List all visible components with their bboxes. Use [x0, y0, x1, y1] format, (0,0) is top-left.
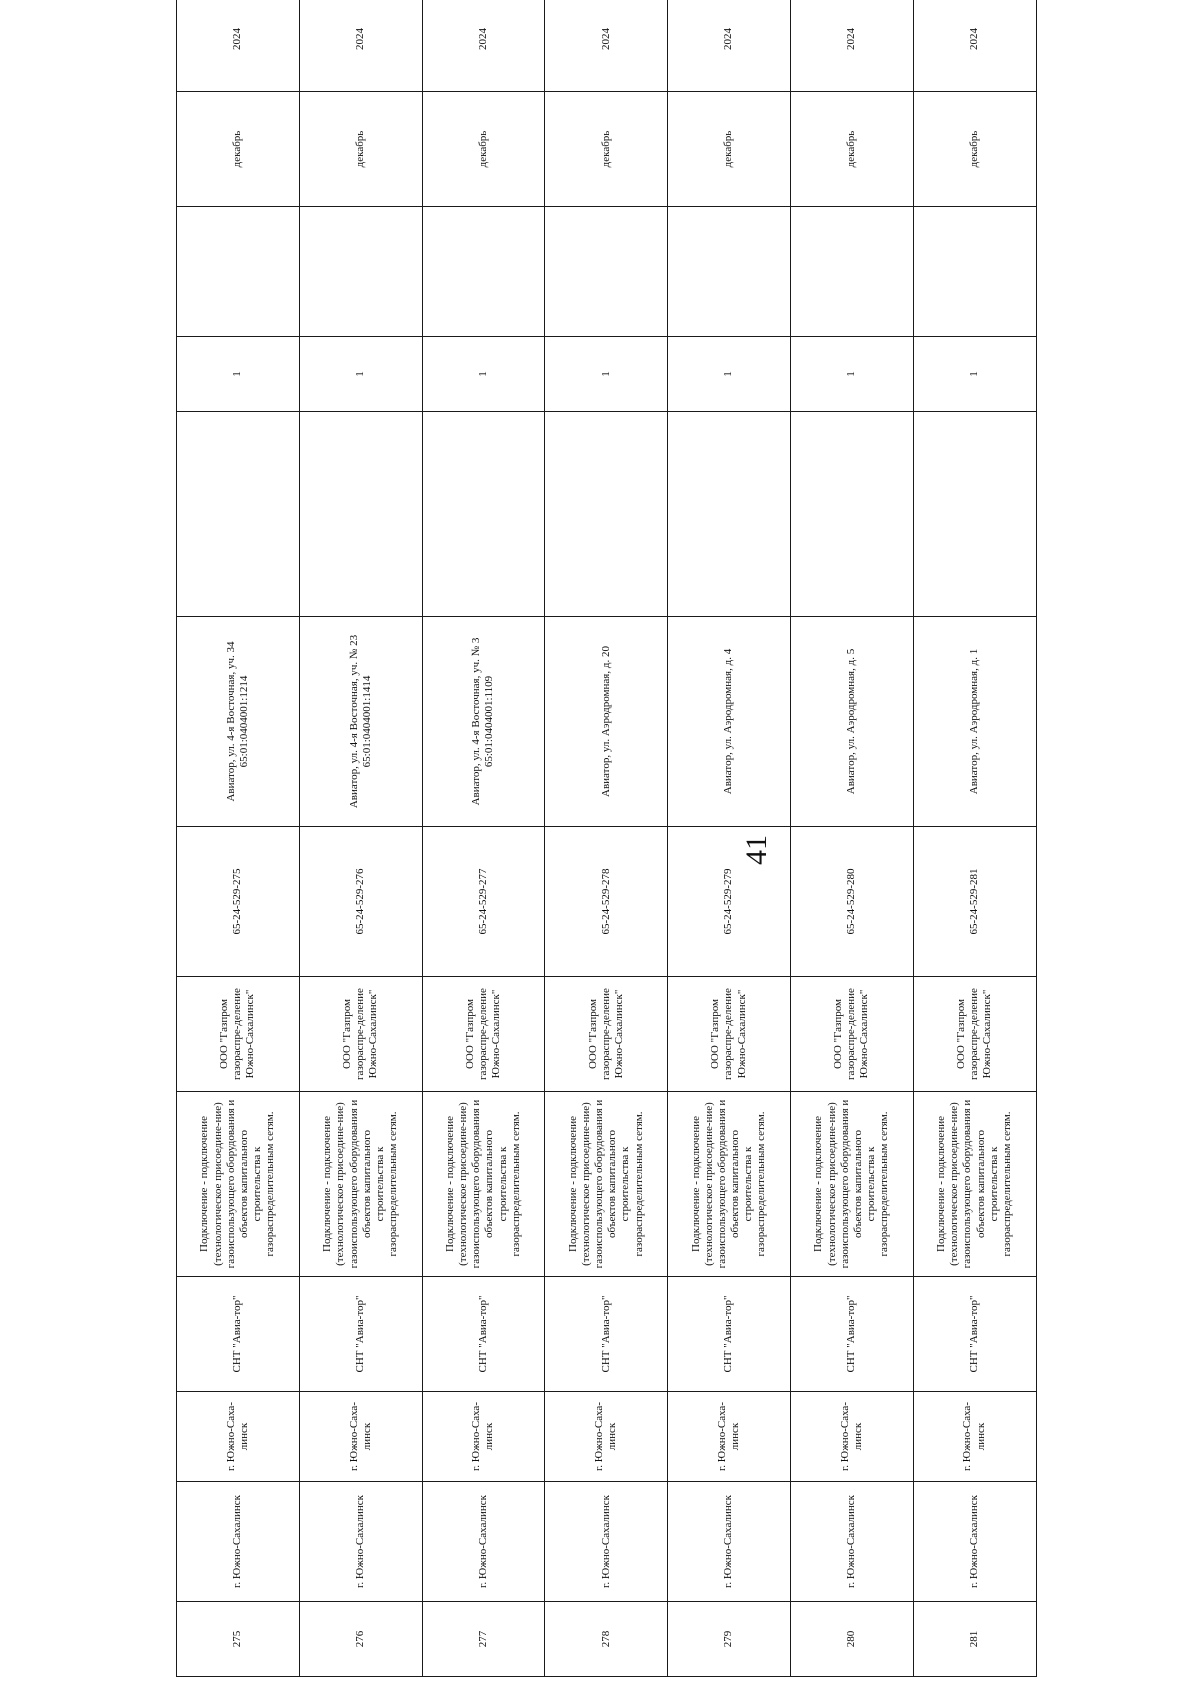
year-cell: 2024 [790, 0, 913, 92]
address-cell: Авиатор, ул. Аэродромная, д. 1 [913, 617, 1036, 827]
empty-cell [422, 412, 545, 617]
month-cell: декабрь [177, 92, 300, 207]
address-cell: Авиатор, ул. Аэродромная, д. 20 [545, 617, 668, 827]
empty-cell [790, 412, 913, 617]
executor-cell: ООО "Газпром газораспре-деление Южно-Сахалинск" [668, 977, 791, 1092]
empty-cell [422, 207, 545, 337]
quantity-cell: 1 [790, 337, 913, 412]
month-cell: декабрь [545, 92, 668, 207]
executor-cell: ООО "Газпром газораспре-деление Южно-Сахалинск" [177, 977, 300, 1092]
description-cell: Подключение - подключение (технологическое присоедине-ние) газоиспользующего оборудования и объектов капитального строительства к газораспределительным сетям. [177, 1092, 300, 1277]
city-cell: г. Южно-Сахалинск [668, 1482, 791, 1602]
description-cell: Подключение - подключение (технологическое присоедине-ние) газоиспользующего оборудования и объектов капитального строительства к газораспределительным сетям. [545, 1092, 668, 1277]
empty-cell [545, 412, 668, 617]
row-number-cell: 276 [299, 1602, 422, 1677]
empty-cell [545, 207, 668, 337]
quantity-cell: 1 [913, 337, 1036, 412]
quantity-cell: 1 [545, 337, 668, 412]
month-cell: декабрь [668, 92, 791, 207]
month-cell: декабрь [299, 92, 422, 207]
empty-cell [177, 207, 300, 337]
year-cell: 2024 [422, 0, 545, 92]
code-cell: 65-24-529-278 [545, 827, 668, 977]
address-cell: Авиатор, ул. Аэродромная, д. 4 [668, 617, 791, 827]
municipality-cell: г. Южно-Саха-линск [790, 1392, 913, 1482]
description-cell: Подключение - подключение (технологическое присоедине-ние) газоиспользующего оборудования и объектов капитального строительства к газораспределительным сетям. [299, 1092, 422, 1277]
table-container [176, 28, 1036, 1677]
address-cell: Авиатор, ул. Аэродромная, д. 5 [790, 617, 913, 827]
table-row [668, 0, 791, 1677]
code-cell: 65-24-529-277 [422, 827, 545, 977]
city-cell: г. Южно-Сахалинск [177, 1482, 300, 1602]
rotated-table-frame [176, 28, 1036, 1677]
quantity-cell: 1 [422, 337, 545, 412]
executor-cell: ООО "Газпром газораспре-деление Южно-Сахалинск" [545, 977, 668, 1092]
municipality-cell: г. Южно-Саха-линск [422, 1392, 545, 1482]
city-cell: г. Южно-Сахалинск [790, 1482, 913, 1602]
table-row [177, 0, 300, 1677]
month-cell: декабрь [913, 92, 1036, 207]
table-row [299, 0, 422, 1677]
month-cell: декабрь [422, 92, 545, 207]
row-number-cell: 278 [545, 1602, 668, 1677]
empty-cell [668, 412, 791, 617]
description-cell: Подключение - подключение (технологическое присоедине-ние) газоиспользующего оборудования и объектов капитального строительства к газораспределительным сетям. [790, 1092, 913, 1277]
row-number-cell: 275 [177, 1602, 300, 1677]
organization-cell: СНТ "Авиа-тор" [790, 1277, 913, 1392]
row-number-cell: 277 [422, 1602, 545, 1677]
year-cell: 2024 [913, 0, 1036, 92]
organization-cell: СНТ "Авиа-тор" [177, 1277, 300, 1392]
table-row [790, 0, 913, 1677]
page-number: 41 [740, 835, 773, 865]
table-row [422, 0, 545, 1677]
municipality-cell: г. Южно-Саха-линск [913, 1392, 1036, 1482]
quantity-cell: 1 [668, 337, 791, 412]
empty-cell [668, 207, 791, 337]
code-cell: 65-24-529-280 [790, 827, 913, 977]
organization-cell: СНТ "Авиа-тор" [668, 1277, 791, 1392]
municipality-cell: г. Южно-Саха-линск [299, 1392, 422, 1482]
month-cell: декабрь [790, 92, 913, 207]
executor-cell: ООО "Газпром газораспре-деление Южно-Сахалинск" [913, 977, 1036, 1092]
executor-cell: ООО "Газпром газораспре-деление Южно-Сахалинск" [790, 977, 913, 1092]
city-cell: г. Южно-Сахалинск [299, 1482, 422, 1602]
empty-cell [299, 412, 422, 617]
records-table [176, 0, 1037, 1677]
row-number-cell: 281 [913, 1602, 1036, 1677]
year-cell: 2024 [299, 0, 422, 92]
address-cell: Авиатор, ул. 4-я Восточная, уч. № 23 65:01:0404001:1414 [299, 617, 422, 827]
empty-cell [913, 412, 1036, 617]
address-cell: Авиатор, ул. 4-я Восточная, уч. 34 65:01:0404001:1214 [177, 617, 300, 827]
executor-cell: ООО "Газпром газораспре-деление Южно-Сахалинск" [299, 977, 422, 1092]
quantity-cell: 1 [177, 337, 300, 412]
city-cell: г. Южно-Сахалинск [913, 1482, 1036, 1602]
table-row [913, 0, 1036, 1677]
code-cell: 65-24-529-281 [913, 827, 1036, 977]
description-cell: Подключение - подключение (технологическое присоедине-ние) газоиспользующего оборудования и объектов капитального строительства к газораспределительным сетям. [913, 1092, 1036, 1277]
row-number-cell: 279 [668, 1602, 791, 1677]
empty-cell [790, 207, 913, 337]
year-cell: 2024 [668, 0, 791, 92]
empty-cell [177, 412, 300, 617]
description-cell: Подключение - подключение (технологическое присоедине-ние) газоиспользующего оборудования и объектов капитального строительства к газораспределительным сетям. [668, 1092, 791, 1277]
table-row [545, 0, 668, 1677]
code-cell: 65-24-529-279 [668, 827, 791, 977]
description-cell: Подключение - подключение (технологическое присоедине-ние) газоиспользующего оборудования и объектов капитального строительства к газораспределительным сетям. [422, 1092, 545, 1277]
records-table-body [177, 0, 1037, 1677]
year-cell: 2024 [177, 0, 300, 92]
empty-cell [913, 207, 1036, 337]
city-cell: г. Южно-Сахалинск [422, 1482, 545, 1602]
empty-cell [299, 207, 422, 337]
organization-cell: СНТ "Авиа-тор" [422, 1277, 545, 1392]
quantity-cell: 1 [299, 337, 422, 412]
code-cell: 65-24-529-275 [177, 827, 300, 977]
organization-cell: СНТ "Авиа-тор" [913, 1277, 1036, 1392]
city-cell: г. Южно-Сахалинск [545, 1482, 668, 1602]
municipality-cell: г. Южно-Саха-линск [668, 1392, 791, 1482]
municipality-cell: г. Южно-Саха-линск [545, 1392, 668, 1482]
executor-cell: ООО "Газпром газораспре-деление Южно-Сахалинск" [422, 977, 545, 1092]
year-cell: 2024 [545, 0, 668, 92]
organization-cell: СНТ "Авиа-тор" [299, 1277, 422, 1392]
code-cell: 65-24-529-276 [299, 827, 422, 977]
row-number-cell: 280 [790, 1602, 913, 1677]
municipality-cell: г. Южно-Саха-линск [177, 1392, 300, 1482]
organization-cell: СНТ "Авиа-тор" [545, 1277, 668, 1392]
address-cell: Авиатор, ул. 4-я Восточная, уч. № 3 65:01:0404001:1109 [422, 617, 545, 827]
